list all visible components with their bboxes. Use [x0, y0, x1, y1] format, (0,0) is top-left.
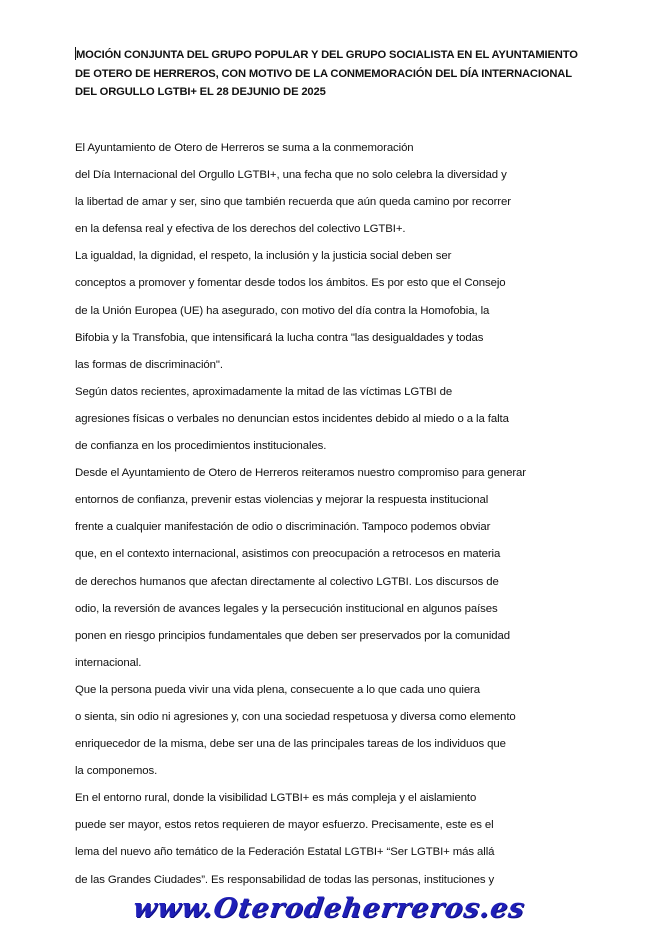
title-line: MOCIÓN CONJUNTA DEL GRUPO POPULAR Y DEL GRUPO SOCIALISTA EN EL AYUNTAMIENTO [76, 49, 578, 61]
body-line: lema del nuevo año temático de la Federación Estatal LGTBI+ “Ser LGTBI+ más allá [75, 846, 495, 859]
body-line: agresiones físicas o verbales no denuncian estos incidentes debido al miedo o a la falta [75, 412, 509, 425]
body-line: de confianza en los procedimientos institucionales. [75, 440, 327, 453]
title-line: DEL ORGULLO LGTBI+ EL 28 DEJUNIO DE 2025 [75, 86, 326, 98]
document-title [75, 46, 635, 102]
body-line: Que la persona pueda vivir una vida plena, consecuente a lo que cada uno quiera [75, 683, 480, 696]
body-line: puede ser mayor, estos retos requieren de mayor esfuerzo. Precisamente, este es el [75, 819, 494, 832]
title-line: DE OTERO DE HERREROS, CON MOTIVO DE LA CONMEMORACIÓN DEL DÍA INTERNACIONAL [75, 67, 572, 80]
body-line: la componemos. [75, 765, 158, 778]
body-line: enriquecedor de la misma, debe ser una de las principales tareas de los individuos que [75, 738, 506, 751]
body-line: que, en el contexto internacional, asistimos con preocupación a retrocesos en materia [75, 548, 501, 561]
body-line: En el entorno rural, donde la visibilidad LGTBI+ es más compleja y el aislamiento [75, 792, 477, 805]
body-line: entornos de confianza, prevenir estas violencias y mejorar la respuesta institucional [75, 494, 489, 507]
body-line: El Ayuntamiento de Otero de Herreros se suma a la conmemoración [75, 142, 414, 154]
body-line: las formas de discriminación". [75, 358, 223, 371]
body-line: de derechos humanos que afectan directamente al colectivo LGTBI. Los discursos de [75, 575, 499, 588]
body-line: del Día Internacional del Orgullo LGTBI+, una fecha que no solo celebra la diversidad y [75, 169, 507, 182]
body-line: ponen en riesgo principios fundamentales que deben ser preservados por la comunidad [75, 629, 510, 642]
document-body [75, 135, 635, 894]
body-line: frente a cualquier manifestación de odio o discriminación. Tampoco podemos obviar [75, 521, 491, 534]
body-line: odio, la reversión de avances legales y la persecución institucional en algunos países [75, 602, 498, 615]
body-line: la libertad de amar y ser, sino que también recuerda que aún queda camino por recorrer [75, 196, 511, 209]
body-line: La igualdad, la dignidad, el respeto, la inclusión y la justicia social deben ser [75, 250, 452, 263]
body-line: en la defensa real y efectiva de los derechos del colectivo LGTBI+. [75, 223, 406, 236]
body-line: o sienta, sin odio ni agresiones y, con una sociedad respetuosa y diversa como elemento [75, 710, 516, 723]
body-line: de la Unión Europea (UE) ha asegurado, con motivo del día contra la Homofobia, la [75, 304, 490, 317]
body-line: Bifobia y la Transfobia, que intensificará la lucha contra "las desigualdades y todas [75, 331, 484, 344]
website-watermark: www.Oterodeherreros.es [131, 893, 527, 924]
body-line: Según datos recientes, aproximadamente la mitad de las víctimas LGTBI de [75, 385, 453, 398]
body-line: internacional. [75, 656, 142, 669]
body-line: de las Grandes Ciudades”. Es responsabilidad de todas las personas, instituciones y [75, 873, 495, 886]
body-line: conceptos a promover y fomentar desde todos los ámbitos. Es por esto que el Consejo [75, 277, 506, 290]
body-line: Desde el Ayuntamiento de Otero de Herreros reiteramos nuestro compromiso para generar [75, 467, 526, 480]
